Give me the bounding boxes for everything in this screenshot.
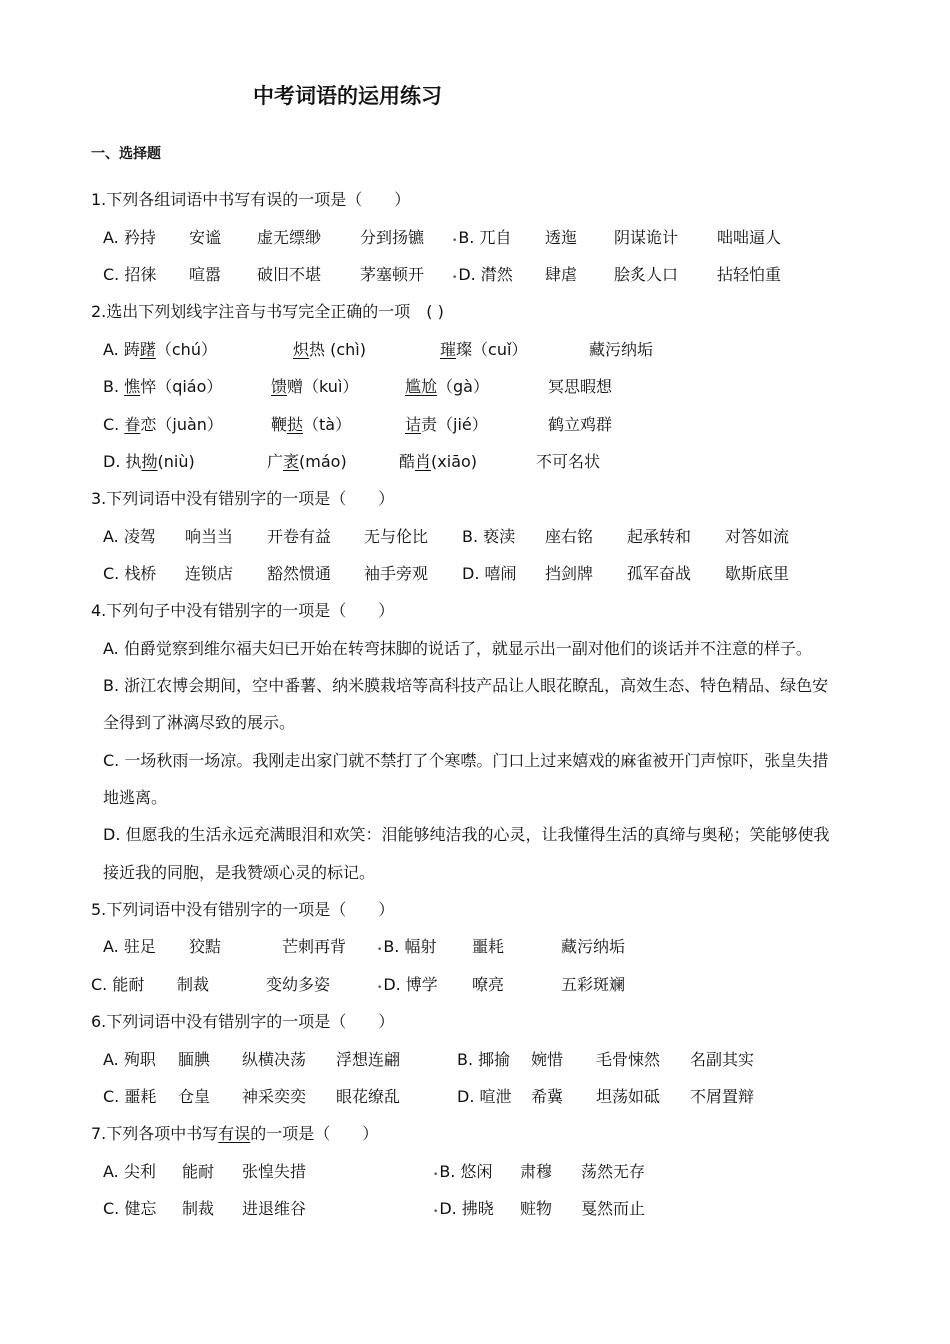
word: 歇斯底里 [725, 564, 790, 583]
word: B. 揶揄 [457, 1050, 511, 1069]
word: A. 踌躇（chú） [103, 340, 217, 359]
word: 尴尬（gà） [405, 377, 489, 396]
word: 开卷有益 [267, 527, 332, 546]
word: •B. 兀自 [452, 228, 512, 247]
word: 豁然惯通 [267, 564, 332, 583]
word: 分到扬镳 [360, 228, 425, 247]
section-heading: 一、选择题 [91, 146, 161, 162]
word: •D. 拂晓 [433, 1199, 494, 1218]
word: 袖手旁观 [364, 564, 429, 583]
question-4-stem: 4.下列句子中没有错别字的一项是（ ） [91, 601, 395, 620]
word: C. 健忘 [103, 1199, 157, 1218]
word: C. 招徕 [103, 265, 157, 284]
word: 炽热 (chì) [293, 340, 366, 359]
word: C. 能耐 [91, 975, 145, 994]
word: 神采奕奕 [242, 1087, 307, 1106]
word: 喧嚣 [189, 265, 222, 284]
q4-option-d-line1: D. 但愿我的生活永远充满眼泪和欢笑：泪能够纯洁我的心灵，让我懂得生活的真缔与奥秘；笑能够使我 [103, 825, 830, 844]
word: 荡然无存 [581, 1162, 646, 1181]
word: C. 噩耗 [103, 1087, 157, 1106]
word: 婉惜 [531, 1050, 564, 1069]
word: 酷肖(xiāo) [399, 452, 478, 471]
word: 鞭挞（tà） [271, 415, 352, 434]
word: 希冀 [531, 1087, 564, 1106]
bullet-dot-icon: • [433, 1170, 439, 1180]
word: 芒刺再背 [282, 937, 347, 956]
bullet-dot-icon: • [452, 273, 458, 283]
word: 毛骨悚然 [596, 1050, 661, 1069]
word: 透迤 [545, 228, 578, 247]
word: •D. 博学 [377, 975, 438, 994]
question-5-stem: 5.下列词语中没有错别字的一项是（ ） [91, 900, 395, 919]
word: 拈轻怕重 [717, 265, 782, 284]
word: 对答如流 [725, 527, 790, 546]
word: 诘责（jié） [405, 415, 488, 434]
word: 能耐 [182, 1162, 215, 1181]
word: 眼花缭乱 [336, 1087, 401, 1106]
word: 嘹亮 [472, 975, 505, 994]
question-1-stem: 1.下列各组词语中书写有误的一项是（ ） [91, 190, 411, 209]
word: 浮想连翩 [336, 1050, 401, 1069]
word: 虚无缥缈 [257, 228, 322, 247]
word: 无与伦比 [364, 527, 429, 546]
word: 茅塞顿开 [360, 265, 425, 284]
word: A. 矜持 [103, 228, 156, 247]
word: 起承转和 [627, 527, 692, 546]
q4-option-c-line2: 地逃离。 [103, 788, 168, 807]
word: 肆虐 [545, 265, 578, 284]
word: 戛然而止 [581, 1199, 646, 1218]
question-3-stem: 3.下列词语中没有错别字的一项是（ ） [91, 489, 395, 508]
word: B. 亵渎 [462, 527, 516, 546]
word: 制裁 [182, 1199, 215, 1218]
bullet-dot-icon: • [452, 236, 458, 246]
word: D. 嘻闹 [462, 564, 517, 583]
word: A. 凌驾 [103, 527, 156, 546]
word: 藏污纳垢 [589, 340, 654, 359]
question-6-stem: 6.下列词语中没有错别字的一项是（ ） [91, 1012, 395, 1031]
word: 坦荡如砥 [596, 1087, 661, 1106]
q4-option-c-line1: C. 一场秋雨一场凉。我刚走出家门就不禁打了个寒噤。门口上过来嬉戏的麻雀被开门声惊吓，张皇失措 [103, 751, 829, 770]
word: 不屑置辩 [690, 1087, 755, 1106]
word: 仓皇 [178, 1087, 211, 1106]
q4-option-b-line1: B. 浙江农博会期间，空中番薯、纳米膜栽培等高科技产品让人眼花瞭乱，高效生态、特色精品、绿色安 [103, 676, 829, 695]
word: 制裁 [177, 975, 210, 994]
word: D. 执拗(niù) [103, 452, 195, 471]
word: 安谧 [189, 228, 222, 247]
word: 纵横决荡 [242, 1050, 307, 1069]
word: 五彩斑斓 [561, 975, 626, 994]
word: 不可名状 [536, 452, 601, 471]
word: 变幼多姿 [266, 975, 331, 994]
word: 破旧不堪 [257, 265, 322, 284]
word: 鹤立鸡群 [548, 415, 613, 434]
word: 馈赠（kuì） [271, 377, 359, 396]
word: A. 尖利 [103, 1162, 156, 1181]
word: •B. 悠闲 [433, 1162, 493, 1181]
word: B. 憔悴（qiáo） [103, 377, 223, 396]
word: 响当当 [185, 527, 234, 546]
word: D. 喧泄 [457, 1087, 512, 1106]
word: 孤军奋战 [627, 564, 692, 583]
word: •B. 幅射 [377, 937, 437, 956]
bullet-dot-icon: • [377, 983, 383, 993]
word: 璀璨（cuǐ） [440, 340, 528, 359]
word: 进退维谷 [242, 1199, 307, 1218]
word: C. 眷恋（juàn） [103, 415, 223, 434]
word: C. 栈桥 [103, 564, 157, 583]
word: 连锁店 [185, 564, 234, 583]
q4-option-a: A. 伯爵觉察到维尔福夫妇已开始在转弯抹脚的说话了，就显示出一副对他们的谈话并不注意的样子。 [103, 639, 812, 658]
word: 咄咄逼人 [717, 228, 782, 247]
word: 藏污纳垢 [561, 937, 626, 956]
word: 名副其实 [690, 1050, 755, 1069]
question-7-stem: 7.下列各项中书写有误的一项是（ ） [91, 1124, 379, 1143]
word: A. 驻足 [103, 937, 156, 956]
word: A. 殉职 [103, 1050, 156, 1069]
q4-option-d-line2: 接近我的同胞，是我赞颂心灵的标记。 [103, 863, 376, 882]
word: 赃物 [520, 1199, 553, 1218]
word: 腼腆 [178, 1050, 211, 1069]
word: 张惶失措 [242, 1162, 307, 1181]
page-title: 中考词语的运用练习 [253, 84, 442, 108]
word: •D. 潸然 [452, 265, 513, 284]
bullet-dot-icon: • [433, 1207, 439, 1217]
word: 噩耗 [472, 937, 505, 956]
bullet-dot-icon: • [377, 945, 383, 955]
word: 肃穆 [520, 1162, 553, 1181]
word: 挡剑牌 [545, 564, 594, 583]
word: 脍炙人口 [614, 265, 679, 284]
q4-option-b-line2: 全得到了淋漓尽致的展示。 [103, 713, 296, 732]
word: 狡黠 [189, 937, 222, 956]
word: 广袤(máo) [267, 452, 347, 471]
word: 阴谋诡计 [614, 228, 679, 247]
word: 冥思暇想 [548, 377, 613, 396]
question-2-stem: 2.选出下列划线字注音与书写完全正确的一项 ( ) [91, 302, 444, 321]
word: 座右铭 [545, 527, 594, 546]
